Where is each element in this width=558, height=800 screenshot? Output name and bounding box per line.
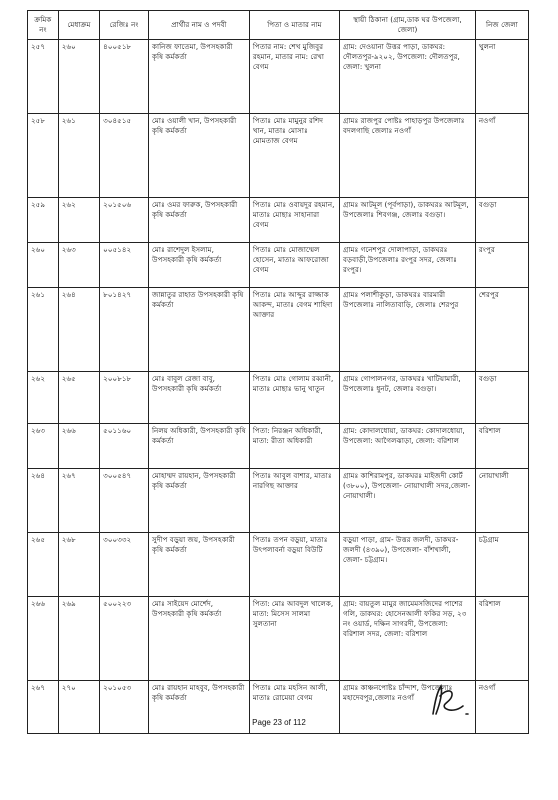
district-cell: বগুড়া (475, 372, 528, 424)
column-header: নিজ জেলা (475, 11, 528, 40)
serial-cell: ২৬৭ (28, 681, 59, 734)
table-header-row (28, 11, 529, 40)
parents-cell: পিতা: নিরঞ্জন অধিকারী, মাতা: রীতা অধিকারী (249, 424, 339, 469)
table-row (28, 597, 529, 681)
parents-cell: পিতাঃ মোঃ মামুনুর রশিদ খান, মাতাঃ মোসাঃ মোমতাজ বেগম (249, 114, 339, 198)
candidate-name-cell: মোঃ রাশেদুল ইসলাম, উপসহকারী কৃষি কর্মকর্তা (148, 243, 249, 288)
merit-cell: ২৬৩ (58, 243, 99, 288)
candidate-name-cell: সুদীপ বড়ুয়া জয়, উপসহকারী কৃষি কর্মকর্তা (148, 533, 249, 597)
column-header: ক্রমিক নং (28, 11, 59, 40)
serial-cell: ২৬৫ (28, 533, 59, 597)
district-cell: চট্টগ্রাম (475, 533, 528, 597)
address-cell: গ্রামঃ কাশিরামপুর, ডাকঘরঃ মাইজদী কোর্ট (৩৮০০), উপজেলা- নোয়াখালী সদর,জেলা- নোয়াখালী। (340, 469, 476, 533)
table-row (28, 288, 529, 372)
parents-cell: পিতাঃ তপন বড়ুয়া, মাতাঃ উৎপলাবর্না বড়ুয়া বিউটি (249, 533, 339, 597)
parents-cell: পিতাঃ মোঃ ওবায়দুর রহমান, মাতাঃ মোছাঃ সাহানারা বেগম (249, 198, 339, 243)
table-row (28, 114, 529, 198)
registration-cell: ৮০১৪২৭ (100, 288, 149, 372)
candidate-name-cell: নিলয় অধিকারী, উপসহকারী কৃষি কর্মকর্তা (148, 424, 249, 469)
signature-mark (425, 680, 475, 720)
serial-cell: ২৬৪ (28, 469, 59, 533)
address-cell: গ্রাম: কোদালধোয়া, ডাকঘর: কোদালধোয়া, উপজেলা: আগৈলঝাড়া, জেলা: বরিশাল (340, 424, 476, 469)
district-cell: নোয়াখালী (475, 469, 528, 533)
address-cell: গ্রামঃ কাঞ্চনপোষ্টঃ চাঁন্দাশ, উপজেলাঃ মহাদেবপুর,জেলাঃ নওগাঁ (340, 681, 476, 734)
serial-cell: ২৫৯ (28, 198, 59, 243)
district-cell: বগুড়া (475, 198, 528, 243)
district-cell: শেরপুর (475, 288, 528, 372)
column-header: রেজিঃ নং (100, 11, 149, 40)
page-number: Page 23 of 112 (252, 718, 306, 727)
parents-cell: পিতার নাম: শেখ মুজিবুর রহমান, মাতার নাম: রেখা বেগম (249, 40, 339, 114)
parents-cell: পিতাঃ মোঃ মোজাম্মেল হোসেন, মাতাঃ আফরোজা বেগম (249, 243, 339, 288)
district-cell: নওগাঁ (475, 114, 528, 198)
merit-cell: ২৭০ (58, 681, 99, 734)
column-header: স্থায়ী ঠিকানা (গ্রাম,ডাক ঘর উপজেলা, জেলা) (340, 11, 476, 40)
address-cell: গ্রামঃ রাজপুর পোষ্টঃ পাহাড়পুর উপজেলাঃ বদলগাছি জেলাঃ নওগাঁ (340, 114, 476, 198)
merit-cell: ২৬০ (58, 40, 99, 114)
registration-cell: ৫০১১৬০ (100, 424, 149, 469)
table-row (28, 372, 529, 424)
address-cell: গ্রাম: বায়তুল মামুর জামেমসজিদের পাশের গলি, ডাকঘর: হোসেনআলী ফকির সড়, ২৩ নং ওয়ার্ড, দক্ষিন সাগরদী, উপজেলা: বরিশাল সদর, জেলা: বরিশাল (340, 597, 476, 681)
candidate-name-cell: মোঃ রায়হান মাহবুব, উপসহকারী কৃষি কর্মকর্তা (148, 681, 249, 734)
serial-cell: ২৬০ (28, 243, 59, 288)
merit-cell: ২৬৬ (58, 424, 99, 469)
parents-cell: পিতাঃ মোঃ আব্দুর রাজ্জাক আকন্দ, মাতাঃ বেগম শাহিদা আক্তার (249, 288, 339, 372)
candidate-table (27, 10, 529, 734)
candidate-name-cell: মোঃ বাবুল রেজা বাবু, উপসহকারী কৃষি কর্মকর্তা (148, 372, 249, 424)
merit-cell: ২৬৭ (58, 469, 99, 533)
column-header: প্রার্থীর নাম ও পদবী (148, 11, 249, 40)
serial-cell: ২৬৬ (28, 597, 59, 681)
serial-cell: ২৬১ (28, 288, 59, 372)
candidate-name-cell: জান্নাতুর রাহাত উপসহকারী কৃষি কর্মকর্তা (148, 288, 249, 372)
address-cell: গ্রাম: দেওয়ানা উত্তর পাড়া, ডাকঘর: দৌলতপুর-৯২০২, উপজেলা: দৌলতপুর, জেলা: খুলনা (340, 40, 476, 114)
table-row (28, 40, 529, 114)
registration-cell: ৫০০২২৩ (100, 597, 149, 681)
registration-cell: ০০৫১৪২ (100, 243, 149, 288)
registration-cell: ৪০০৫১৮ (100, 40, 149, 114)
merit-cell: ২৬১ (58, 114, 99, 198)
serial-cell: ২৬৩ (28, 424, 59, 469)
address-cell: বড়ুয়া পাড়া, গ্রাম- উত্তর জলদী, ডাকঘর- জলদী (৪৩৯০), উপজেলা- বাঁশখালী, জেলা- চট্টগ্রাম। (340, 533, 476, 597)
table-row (28, 243, 529, 288)
address-cell: গ্রামঃ পলাশীকুড়া, ডাকঘরঃ বারমারী উপজেলাঃ নালিতাবাড়ি, জেলাঃ শেরপুর (340, 288, 476, 372)
district-cell: খুলনা (475, 40, 528, 114)
column-header: মেধাক্রম (58, 11, 99, 40)
merit-cell: ২৬৮ (58, 533, 99, 597)
district-cell: রংপুর (475, 243, 528, 288)
parents-cell: পিতাঃ আবুল বাশার, মাতাঃ নারগিছ আক্তার (249, 469, 339, 533)
column-header: পিতা ও মাতার নাম (249, 11, 339, 40)
registration-cell: ৩০০৫৪৭ (100, 469, 149, 533)
candidate-name-cell: মোঃ সাইয়েদ মোর্শেদ, উপসহকারী কৃষি কর্মকর্তা (148, 597, 249, 681)
table-row (28, 469, 529, 533)
registration-cell: ২০০৮১৮ (100, 372, 149, 424)
parents-cell: পিতা: মোঃ আবদুল খালেক, মাতা: মিসেস সালমা সুলতানা (249, 597, 339, 681)
serial-cell: ২৬২ (28, 372, 59, 424)
serial-cell: ২৫৮ (28, 114, 59, 198)
merit-cell: ২৬৯ (58, 597, 99, 681)
district-cell: বরিশাল (475, 597, 528, 681)
registration-cell: ৩০০৩৩২ (100, 533, 149, 597)
parents-cell: পিতাঃ মোঃ মহসিন আলী, মাতাঃ রোমেয়া বেগম (249, 681, 339, 734)
address-cell: গ্রামঃ গোপালনগর, ডাকঘরঃ খাটিয়ামারী, উপজেলাঃ ধুনট, জেলাঃ বগুড়া। (340, 372, 476, 424)
candidate-name-cell: মোহাম্মদ রায়হান, উপসহকারী কৃষি কর্মকর্তা (148, 469, 249, 533)
address-cell: গ্রামঃ গনেশপুর দোলাপাড়া, ডাকঘরঃ বড়বাড়ী,উপজেলাঃ রংপুর সদর, জেলাঃ রংপুর। (340, 243, 476, 288)
candidate-name-cell: মোঃ ওয়ালী খান, উপসহকারী কৃষি কর্মকর্তা (148, 114, 249, 198)
candidate-name-cell: কানিজ ফাতেমা, উপসহকারী কৃষি কর্মকর্তা (148, 40, 249, 114)
registration-cell: ৩০৪৫১৫ (100, 114, 149, 198)
registration-cell: ২০১৫০৬ (100, 198, 149, 243)
table-row (28, 533, 529, 597)
merit-cell: ২৬৪ (58, 288, 99, 372)
registration-cell: ২০১০৫৩ (100, 681, 149, 734)
district-cell: নওগাঁ (475, 681, 528, 734)
serial-cell: ২৫৭ (28, 40, 59, 114)
merit-cell: ২৬২ (58, 198, 99, 243)
district-cell: বরিশাল (475, 424, 528, 469)
candidate-name-cell: মোঃ ওমর ফারুক, উপসহকারী কৃষি কর্মকর্তা (148, 198, 249, 243)
table-row (28, 198, 529, 243)
table-row (28, 424, 529, 469)
address-cell: গ্রামঃ আটমূল (পূর্বপাড়া), ডাকঘরঃ আটমূল, উপজেলাঃ শিবগঞ্জ, জেলাঃ বগুড়া। (340, 198, 476, 243)
parents-cell: পিতাঃ মোঃ গোলাম রব্বানী, মাতাঃ মোছাঃ ভানু খাতুন (249, 372, 339, 424)
merit-cell: ২৬৫ (58, 372, 99, 424)
